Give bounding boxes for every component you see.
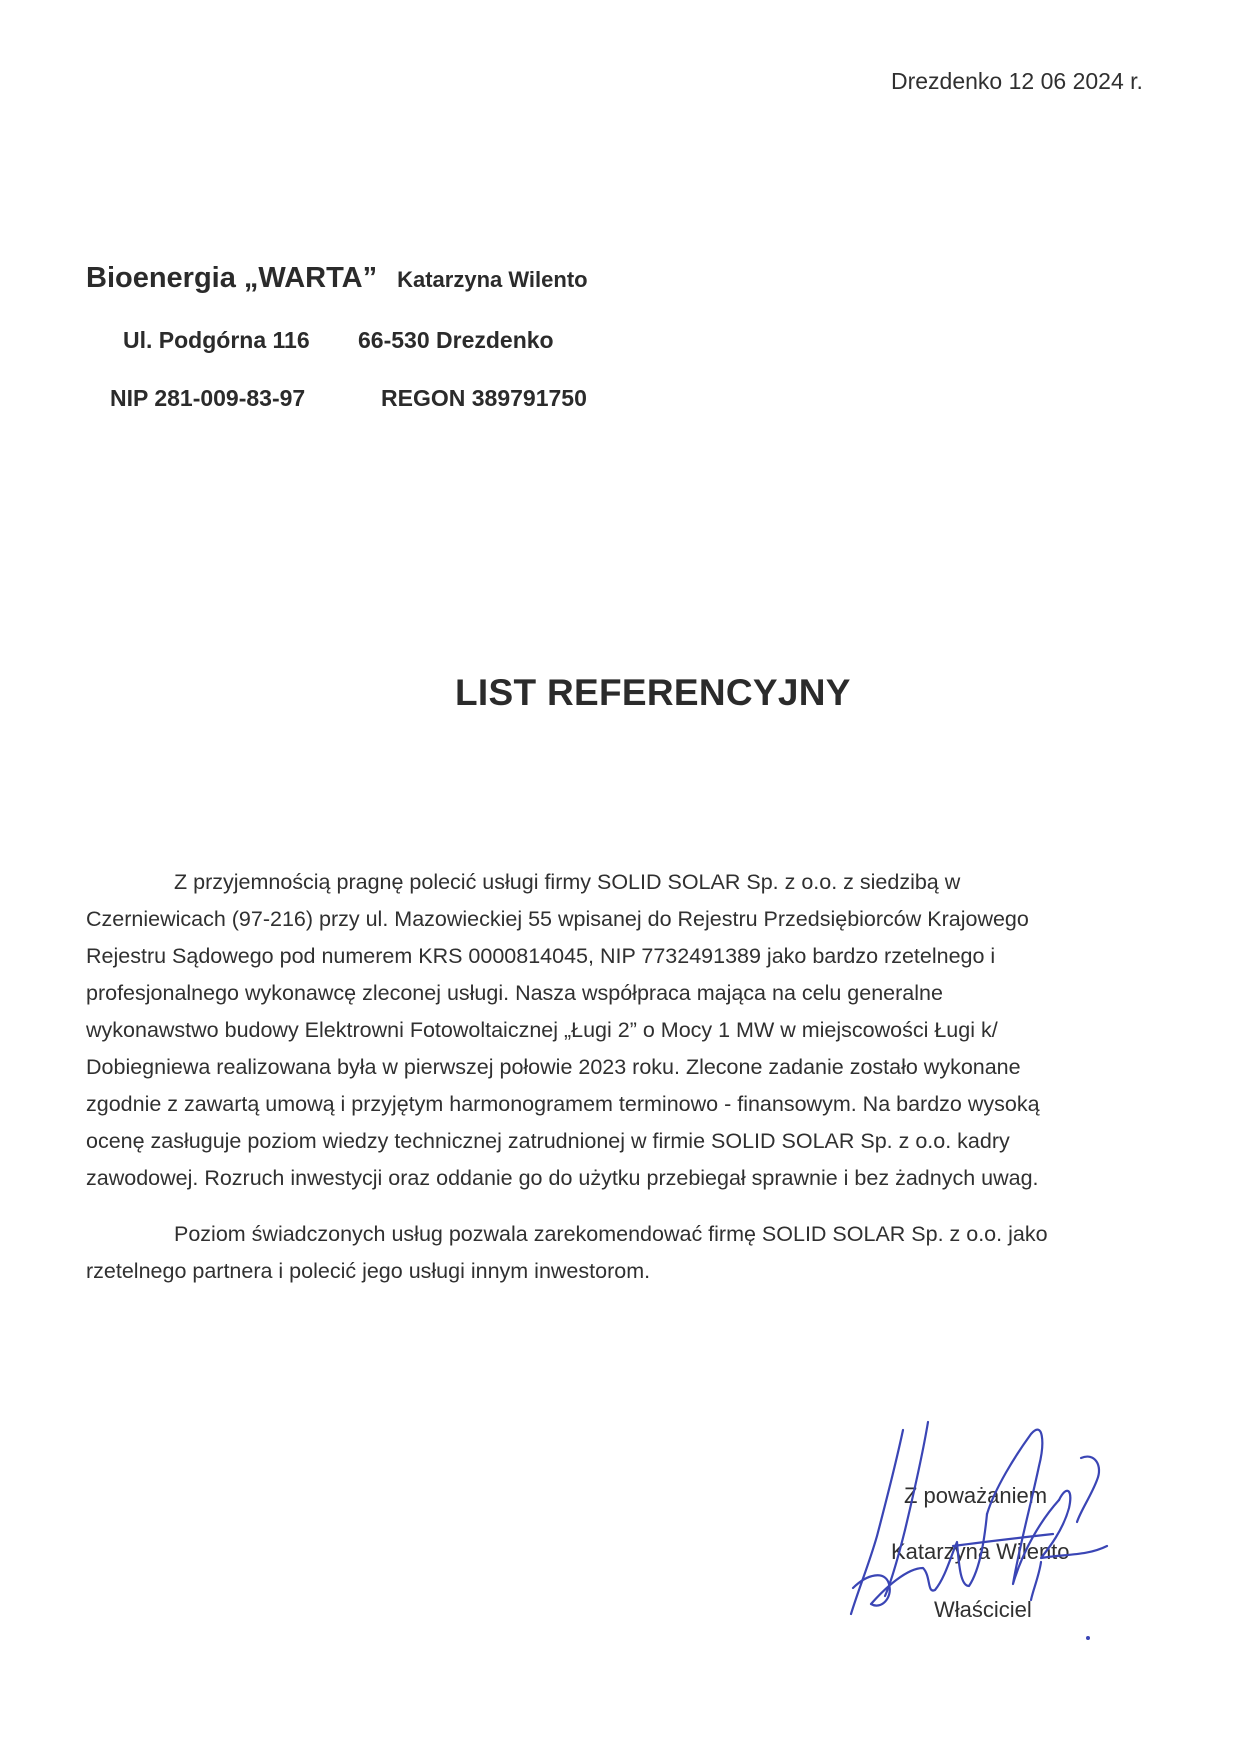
closing-greeting: Z poważaniem [904, 1483, 1048, 1508]
sender-postal-city: 66-530 Drezdenko [358, 327, 554, 353]
document-title: LIST REFERENCYJNY [455, 672, 851, 713]
sender-nip: NIP 281-009-83-97 [110, 385, 306, 411]
paragraph-line: Dobiegniewa realizowana była w pierwszej połowie 2023 roku. Zlecone zadanie zostało wykonane [86, 1055, 1021, 1079]
paragraph-line: rzetelnego partnera i polecić jego usługi innym inwestorom. [86, 1259, 651, 1283]
sender-company-name: Bioenergia „WARTA” [86, 262, 378, 294]
handwritten-signature [845, 1418, 1130, 1623]
paragraph-line: zawodowej. Rozruch inwestycji oraz oddanie go do użytku przebiegał sprawnie i bez żadnych uwag. [86, 1166, 1039, 1190]
body-paragraph-2 [86, 1216, 1216, 1290]
paragraph-line: ocenę zasługuje poziom wiedzy technicznej zatrudnionej w firmie SOLID SOLAR Sp. z o.o. kadry [86, 1129, 1010, 1153]
signature-stroke [953, 1534, 1053, 1546]
paragraph-line: wykonawstwo budowy Elektrowni Fotowoltaicznej „Ługi 2” o Mocy 1 MW w miejscowości Ługi k/ [86, 1018, 998, 1042]
paragraph-line: Rejestru Sądowego pod numerem KRS 0000814045, NIP 7732491389 jako bardzo rzetelnego i [86, 944, 996, 968]
body-paragraph-1 [86, 864, 1216, 1197]
sender-street: Ul. Podgórna 116 [123, 327, 310, 353]
signature-stroke [1031, 1562, 1041, 1600]
signature-stroke [853, 1514, 987, 1606]
signature-stroke [885, 1422, 928, 1596]
signature-stroke [851, 1430, 903, 1614]
signer-name: Katarzyna Wilento [891, 1539, 1070, 1564]
paragraph-line: Poziom świadczonych usług pozwala zarekomendować firmę SOLID SOLAR Sp. z o.o. jako [174, 1222, 1048, 1246]
signature-stroke [987, 1430, 1059, 1584]
paragraph-line: profesjonalnego wykonawcę zleconej usługi. Nasza współpraca mająca na celu generalne [86, 981, 943, 1005]
paragraph-line: Czerniewicach (97-216) przy ul. Mazowieckiej 55 wpisanej do Rejestru Przedsiębiorców Krajowego [86, 907, 1029, 931]
letter-date: Drezdenko 12 06 2024 r. [891, 68, 1143, 94]
sender-header [86, 262, 588, 295]
paragraph-line: zgodnie z zawartą umową i przyjętym harmonogramem terminowo - finansowym. Na bardzo wysoką [86, 1092, 1040, 1116]
sender-owner-name: Katarzyna Wilento [397, 267, 588, 292]
ink-dot [1086, 1636, 1090, 1640]
sender-regon: REGON 389791750 [381, 385, 587, 411]
paragraph-line: Z przyjemnością pragnę polecić usługi firmy SOLID SOLAR Sp. z o.o. z siedzibą w [174, 870, 961, 894]
signature-stroke [1077, 1457, 1099, 1522]
signer-role: Właściciel [934, 1597, 1032, 1622]
signature-stroke [1041, 1491, 1107, 1558]
